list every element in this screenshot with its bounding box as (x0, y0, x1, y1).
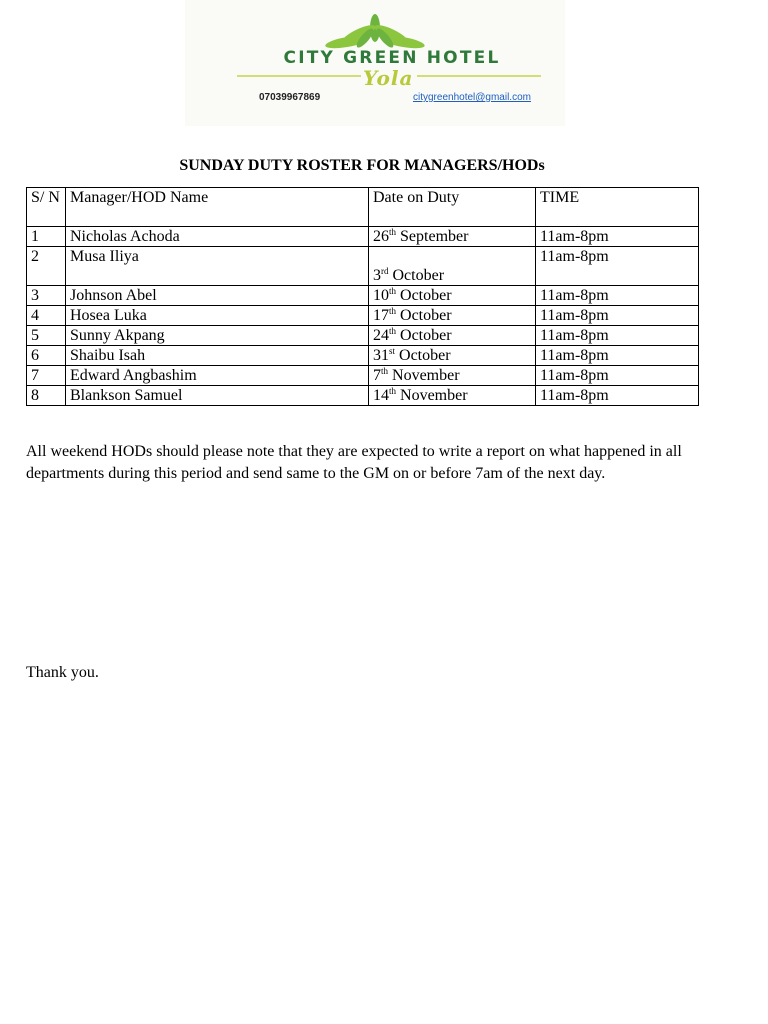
date-wrapper (373, 247, 531, 285)
cell-name: Blankson Samuel (66, 386, 369, 406)
date-month: September (400, 228, 469, 245)
header-name: Manager/HOD Name (66, 188, 369, 227)
date-day: 14 (373, 387, 389, 404)
cell-time: 11am-8pm (536, 247, 699, 286)
cell-time: 11am-8pm (536, 386, 699, 406)
date-month: October (400, 307, 452, 324)
cell-name: Musa Iliya (66, 247, 369, 286)
date-month: October (399, 347, 451, 364)
date-suffix: st (389, 346, 396, 356)
date-suffix: th (389, 227, 397, 237)
header-date: Date on Duty (369, 188, 536, 227)
date-month: November (400, 387, 468, 404)
email-link[interactable]: citygreenhotel@gmail.com (413, 92, 531, 103)
cell-date (369, 346, 536, 366)
cell-date (369, 326, 536, 346)
cell-sn: 8 (27, 386, 66, 406)
table-row (27, 366, 699, 386)
cell-date (369, 227, 536, 247)
cell-sn: 3 (27, 286, 66, 306)
cell-sn: 1 (27, 227, 66, 247)
date-month: October (392, 267, 445, 284)
table-row (27, 286, 699, 306)
cell-name: Nicholas Achoda (66, 227, 369, 247)
cell-time: 11am-8pm (536, 286, 699, 306)
date-suffix: th (389, 286, 397, 296)
location-script: Yola (363, 66, 414, 90)
cell-date (369, 247, 536, 286)
date-day: 7 (373, 367, 381, 384)
document-title: SUNDAY DUTY ROSTER FOR MANAGERS/HODs (179, 157, 545, 174)
cell-date (369, 386, 536, 406)
cell-name: Edward Angbashim (66, 366, 369, 386)
header-sn: S/ N (27, 188, 66, 227)
date-suffix: rd (381, 266, 389, 276)
cell-time: 11am-8pm (536, 306, 699, 326)
table-header-row (27, 188, 699, 227)
cell-sn: 6 (27, 346, 66, 366)
date-month: October (400, 287, 452, 304)
date-month: November (392, 367, 460, 384)
table-row (27, 386, 699, 406)
table-row (27, 346, 699, 366)
table-row (27, 247, 699, 286)
closing-text: Thank you. (26, 664, 99, 681)
cell-name: Shaibu Isah (66, 346, 369, 366)
table-row (27, 326, 699, 346)
cell-sn: 2 (27, 247, 66, 286)
table-row (27, 227, 699, 247)
cell-date (369, 286, 536, 306)
letterhead (185, 0, 565, 126)
date-day: 17 (373, 307, 389, 324)
instruction-paragraph: All weekend HODs should please note that they are expected to write a report on what happened in all departments during this period and send same to the GM on or before 7am of the next day. (26, 443, 682, 482)
hotel-name: CITY GREEN HOTEL (283, 48, 501, 68)
cell-sn: 4 (27, 306, 66, 326)
date-day: 31 (373, 347, 389, 364)
table-row (27, 306, 699, 326)
cell-name: Hosea Luka (66, 306, 369, 326)
header-time: TIME (536, 188, 699, 227)
date-day: 3 (373, 267, 381, 284)
cell-sn: 7 (27, 366, 66, 386)
phone-number: 07039967869 (259, 92, 321, 103)
cell-name: Johnson Abel (66, 286, 369, 306)
date-month: October (400, 327, 452, 344)
date-day: 26 (373, 228, 389, 245)
cell-name: Sunny Akpang (66, 326, 369, 346)
date-suffix: th (389, 386, 397, 396)
cell-time: 11am-8pm (536, 326, 699, 346)
duty-roster-table (26, 187, 699, 406)
cell-sn: 5 (27, 326, 66, 346)
date-day: 10 (373, 287, 389, 304)
cell-date (369, 366, 536, 386)
date-day: 24 (373, 327, 389, 344)
cell-time: 11am-8pm (536, 366, 699, 386)
date-suffix: th (389, 306, 397, 316)
cell-date (369, 306, 536, 326)
cell-time: 11am-8pm (536, 346, 699, 366)
date-suffix: th (381, 366, 389, 376)
cell-time: 11am-8pm (536, 227, 699, 247)
date-suffix: th (389, 326, 397, 336)
